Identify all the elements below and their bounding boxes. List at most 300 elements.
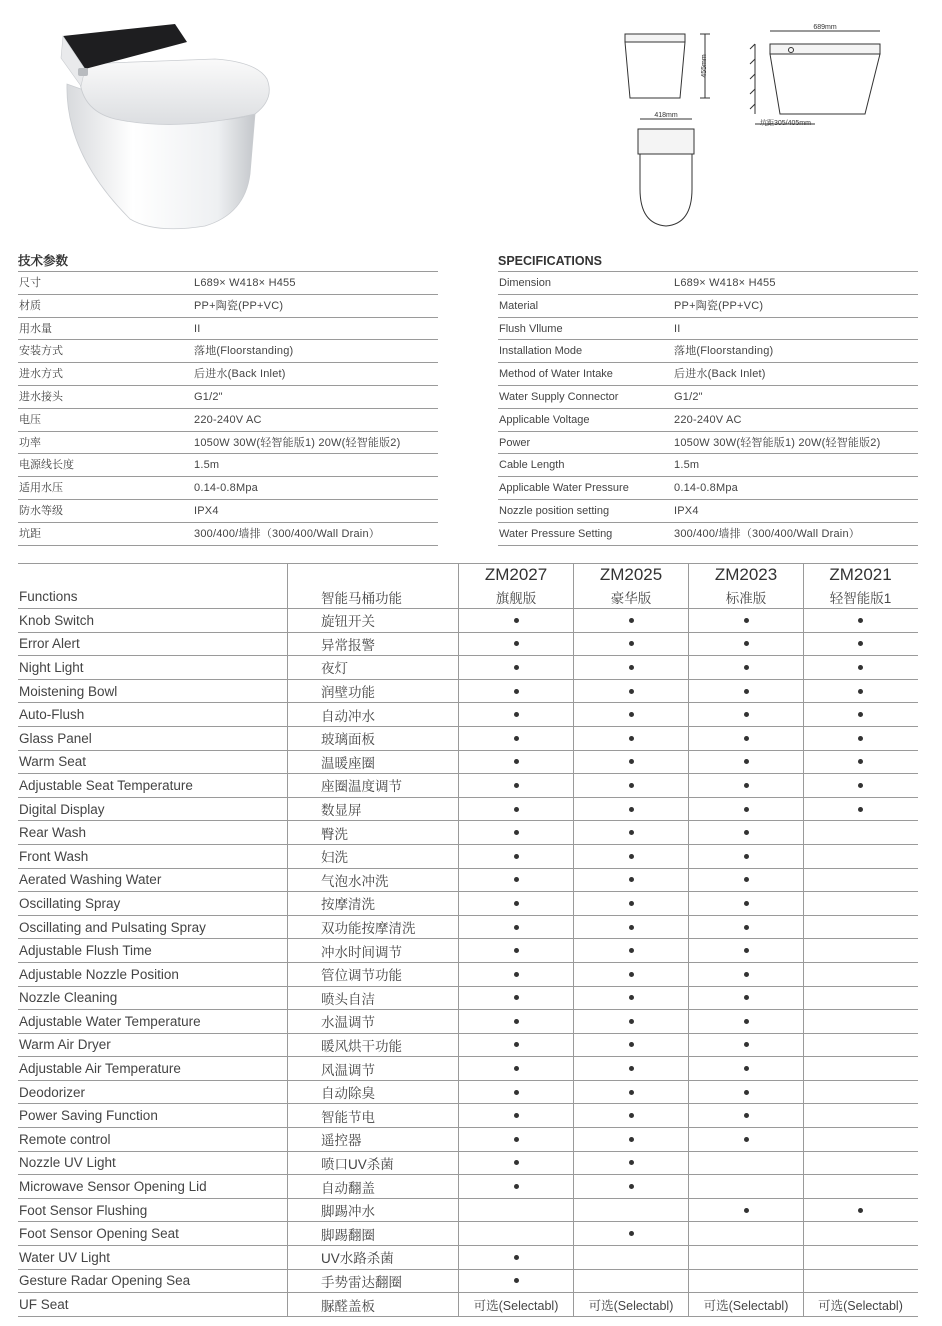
model-cell [458,1270,573,1293]
model-code: ZM2021 [803,564,917,585]
model-cell [458,1010,573,1033]
spec-value: II [674,322,681,335]
model-cell [803,727,917,750]
included-dot-icon [629,1090,634,1095]
model-cell [688,1270,803,1293]
model-cell [803,1034,917,1057]
model-cell [573,1222,688,1245]
function-name-en: Moistening Bowl [19,683,118,699]
included-dot-icon [744,995,749,1000]
function-name-cn: UV水路杀菌 [287,1246,458,1269]
spec-row [18,318,438,341]
model-cell [803,1128,917,1151]
included-dot-icon [629,1184,634,1189]
included-dot-icon [744,901,749,906]
function-name-en: Deodorizer [19,1084,86,1100]
function-row [18,1246,918,1270]
included-dot-icon [514,830,519,835]
model-cell [688,774,803,797]
spec-key: Flush Vllume [499,322,563,335]
spec-value: 220-240V AC [674,413,742,426]
model-cell [688,821,803,844]
function-name-cn: 管位调节功能 [287,963,458,986]
spec-table-en [498,250,918,546]
model-cell [803,939,917,962]
included-dot-icon [629,854,634,859]
model-cell [688,1293,803,1316]
included-dot-icon [514,1019,519,1024]
function-row [18,821,918,845]
included-dot-icon [514,1137,519,1142]
function-name-en: Night Light [19,659,84,675]
spec-key: 适用水压 [19,482,63,495]
spec-value: PP+陶瓷(PP+VC) [674,299,764,312]
function-name-en: Nozzle Cleaning [19,990,118,1006]
function-name-en: Auto-Flush [19,707,85,723]
spec-row [18,523,438,546]
model-cell [573,1010,688,1033]
function-name-en: Gesture Radar Opening Sea [19,1273,191,1289]
spec-value: G1/2" [674,390,703,403]
function-row [18,1010,918,1034]
included-dot-icon [744,641,749,646]
model-cell [803,892,917,915]
function-name-en: Foot Sensor Flushing [19,1202,148,1218]
included-dot-icon [514,1042,519,1047]
model-cell [573,609,688,632]
model-cell [573,845,688,868]
spec-key: 功率 [19,436,41,449]
included-dot-icon [858,689,863,694]
spec-row [498,500,918,523]
option-text: 可选(Selectabl) [818,1298,903,1313]
model-cell [803,1057,917,1080]
function-name-cn: 异常报警 [287,633,458,656]
spec-value: PP+陶瓷(PP+VC) [194,299,284,312]
spec-row [18,363,438,386]
spec-key: Cable Length [499,459,565,472]
function-row [18,1175,918,1199]
model-cell [688,1246,803,1269]
included-dot-icon [858,641,863,646]
model-cell [458,1034,573,1057]
model-cell [803,963,917,986]
model-cell [688,1199,803,1222]
spec-value: 300/400/墙排（300/400/Wall Drain） [674,527,860,540]
function-name-en: Front Wash [19,848,89,864]
model-cell [458,656,573,679]
included-dot-icon [629,807,634,812]
function-row [18,609,918,633]
function-name-en: Oscillating and Pulsating Spray [19,919,206,935]
spec-value: II [194,322,201,335]
spec-key: Installation Mode [499,345,583,358]
spec-row [18,477,438,500]
model-cell [458,869,573,892]
included-dot-icon [629,901,634,906]
included-dot-icon [514,995,519,1000]
included-dot-icon [514,641,519,646]
spec-value: IPX4 [674,504,699,517]
included-dot-icon [514,1278,519,1283]
included-dot-icon [629,948,634,953]
included-dot-icon [514,807,519,812]
function-name-en: Warm Air Dryer [19,1037,111,1053]
included-dot-icon [514,1160,519,1165]
model-cell [803,1010,917,1033]
function-row [18,774,918,798]
model-cell [803,1246,917,1269]
function-name-en: Glass Panel [19,730,92,746]
function-name-cn: 冲水时间调节 [287,939,458,962]
spec-row [18,272,438,295]
function-name-cn: 温暖座圈 [287,751,458,774]
function-row [18,703,918,727]
included-dot-icon [744,877,749,882]
model-cell [688,1010,803,1033]
function-name-cn: 玻璃面板 [287,727,458,750]
spec-value: 300/400/墙排（300/400/Wall Drain） [194,527,380,540]
spec-row [18,454,438,477]
depth-label: 418mm [654,112,678,119]
included-dot-icon [858,1208,863,1213]
function-name-cn: 脚踢翻圈 [287,1222,458,1245]
height-label: 455mm [701,54,708,78]
spec-key: Dimension [499,277,551,289]
included-dot-icon [744,783,749,788]
model-code-row [18,563,918,585]
option-text: 可选(Selectabl) [473,1298,559,1313]
model-cell [688,633,803,656]
model-cell [458,916,573,939]
spec-value: 0.14-0.8Mpa [194,482,258,495]
function-row [18,939,918,963]
model-code: ZM2027 [458,564,573,585]
model-cell [458,798,573,821]
model-cell [688,1222,803,1245]
model-cell [573,963,688,986]
model-cell [803,751,917,774]
spec-value: IPX4 [194,504,219,517]
spec-key: 电压 [19,413,41,426]
model-cell [573,1293,688,1316]
spec-value: 1.5m [194,459,220,472]
spec-rows-cn [18,272,438,546]
included-dot-icon [744,807,749,812]
model-cell [458,1222,573,1245]
included-dot-icon [514,783,519,788]
included-dot-icon [514,1255,519,1260]
spec-row [498,295,918,318]
included-dot-icon [629,995,634,1000]
model-cell [573,751,688,774]
model-cell [573,821,688,844]
spec-row [498,523,918,546]
functions-header-cn: 智能马桶功能 [287,585,458,608]
spec-row [18,500,438,523]
model-cell [688,869,803,892]
included-dot-icon [514,972,519,977]
model-cell [803,680,917,703]
function-name-cn: 座圈温度调节 [287,774,458,797]
included-dot-icon [629,1066,634,1071]
model-cell [458,680,573,703]
function-row [18,751,918,775]
function-row [18,656,918,680]
function-name-en: Power Saving Function [19,1108,158,1124]
included-dot-icon [744,1042,749,1047]
spec-key: 尺寸 [19,277,41,289]
top-view [638,119,694,226]
model-cell [573,1175,688,1198]
included-dot-icon [744,1090,749,1095]
spec-key: 坑距 [19,527,41,540]
function-name-en: Oscillating Spray [19,895,121,911]
model-cell [688,892,803,915]
spec-key: Applicable Voltage [499,413,590,426]
spec-value: 220-240V AC [194,413,262,426]
model-cell [573,656,688,679]
side-view [750,31,880,124]
included-dot-icon [629,712,634,717]
model-cell [803,1270,917,1293]
function-row [18,1104,918,1128]
model-cell [573,916,688,939]
included-dot-icon [629,1137,634,1142]
model-code: ZM2025 [573,564,688,585]
spec-row [498,340,918,363]
included-dot-icon [514,1066,519,1071]
model-cell [458,751,573,774]
included-dot-icon [629,1042,634,1047]
included-dot-icon [858,783,863,788]
model-cell [573,1034,688,1057]
function-row [18,1199,918,1223]
function-row [18,1128,918,1152]
spec-key: 安装方式 [19,345,63,358]
function-row [18,1222,918,1246]
function-name-cn: 遥控器 [287,1128,458,1151]
function-row [18,963,918,987]
included-dot-icon [514,925,519,930]
included-dot-icon [629,1113,634,1118]
included-dot-icon [629,830,634,835]
included-dot-icon [858,736,863,741]
model-cell [688,845,803,868]
model-cell [803,916,917,939]
included-dot-icon [514,901,519,906]
included-dot-icon [744,1113,749,1118]
included-dot-icon [514,1113,519,1118]
function-row [18,1293,918,1317]
option-text: 可选(Selectabl) [703,1298,789,1313]
included-dot-icon [744,948,749,953]
function-name-cn: 数显屏 [287,798,458,821]
included-dot-icon [744,759,749,764]
spec-title-cn: 技术参数 [18,250,438,272]
included-dot-icon [629,641,634,646]
function-name-en: Warm Seat [19,754,87,770]
included-dot-icon [514,1090,519,1095]
model-cell [573,1128,688,1151]
model-cell [458,609,573,632]
function-name-en: Knob Switch [19,612,95,628]
function-name-cn: 双功能按摩清洗 [287,916,458,939]
model-cell [458,1104,573,1127]
spec-row [498,272,918,295]
model-name: 轻智能版1 [803,585,917,608]
function-name-cn: 风温调节 [287,1057,458,1080]
spec-key: 材质 [19,299,41,312]
model-cell [803,633,917,656]
function-name-cn: 妇洗 [287,845,458,868]
included-dot-icon [514,877,519,882]
spec-key: 防水等级 [19,504,63,517]
included-dot-icon [744,972,749,977]
function-name-cn: 臀洗 [287,821,458,844]
function-row [18,1081,918,1105]
spec-value: 落地(Floorstanding) [674,345,774,358]
spec-row [18,386,438,409]
function-row [18,633,918,657]
included-dot-icon [629,972,634,977]
model-cell [458,1057,573,1080]
spec-row [18,432,438,455]
model-cell [573,774,688,797]
model-cell [688,1104,803,1127]
functions-rows [18,609,918,1317]
model-cell [803,1199,917,1222]
function-name-en: Error Alert [19,636,80,652]
model-cell [458,892,573,915]
included-dot-icon [629,783,634,788]
included-dot-icon [514,712,519,717]
model-cell [803,703,917,726]
included-dot-icon [629,1019,634,1024]
model-cell [688,1034,803,1057]
spec-row [18,409,438,432]
function-name-cn: 水温调节 [287,1010,458,1033]
function-name-en: UF Seat [19,1297,69,1313]
model-cell [803,1175,917,1198]
spec-value: L689× W418× H455 [194,277,296,289]
function-name-en: Adjustable Water Temperature [19,1013,201,1029]
function-name-en: Rear Wash [19,825,87,841]
dimension-drawings [600,14,900,239]
spec-rows-en [498,272,918,546]
function-name-en: Aerated Washing Water [19,872,162,888]
included-dot-icon [629,665,634,670]
model-cell [573,1152,688,1175]
function-row [18,798,918,822]
model-cell [573,1270,688,1293]
model-cell [458,1081,573,1104]
function-name-cn: 旋钮开关 [287,609,458,632]
spec-value: G1/2" [194,390,223,403]
function-name-en: Adjustable Seat Temperature [19,777,193,793]
model-cell [573,680,688,703]
model-cell [803,1081,917,1104]
model-name: 标准版 [688,585,803,608]
model-cell [803,798,917,821]
model-cell [573,1081,688,1104]
model-cell [458,1246,573,1269]
model-cell [688,939,803,962]
function-row [18,727,918,751]
model-name-row [18,585,918,609]
model-cell [803,656,917,679]
included-dot-icon [514,759,519,764]
model-cell [688,727,803,750]
model-cell [803,845,917,868]
included-dot-icon [514,665,519,670]
function-name-cn: 自动冲水 [287,703,458,726]
spec-row [498,409,918,432]
model-cell [573,727,688,750]
function-name-en: Digital Display [19,801,105,817]
function-name-cn: 按摩清洗 [287,892,458,915]
spec-value: 1050W 30W(轻智能版1) 20W(轻智能版2) [194,436,401,449]
included-dot-icon [514,854,519,859]
included-dot-icon [514,948,519,953]
spec-value: 1.5m [674,459,700,472]
spec-value: 后进水(Back Inlet) [674,368,766,381]
model-cell [458,774,573,797]
model-cell [573,1199,688,1222]
front-view [625,34,710,98]
function-row [18,1270,918,1294]
included-dot-icon [744,1208,749,1213]
function-name-cn: 暖风烘干功能 [287,1034,458,1057]
model-cell [458,1128,573,1151]
function-name-cn: 自动翻盖 [287,1175,458,1198]
function-row [18,680,918,704]
spec-row [498,432,918,455]
model-cell [688,680,803,703]
spec-value: L689× W418× H455 [674,277,776,289]
included-dot-icon [629,1231,634,1236]
spec-value: 后进水(Back Inlet) [194,368,286,381]
function-row [18,869,918,893]
model-cell [688,656,803,679]
model-cell [688,703,803,726]
model-cell [688,1057,803,1080]
spec-row [498,318,918,341]
model-cell [458,1199,573,1222]
function-row [18,1034,918,1058]
included-dot-icon [858,759,863,764]
function-name-en: Water UV Light [19,1249,111,1265]
option-text: 可选(Selectabl) [588,1298,674,1313]
spec-row [498,477,918,500]
spec-key: 用水量 [19,322,52,335]
function-name-cn: 脚踢冲水 [287,1199,458,1222]
model-code: ZM2023 [688,564,803,585]
function-name-cn: 手势雷达翻圈 [287,1270,458,1293]
model-cell [458,845,573,868]
model-cell [803,774,917,797]
model-cell [458,821,573,844]
included-dot-icon [744,1019,749,1024]
model-cell [688,916,803,939]
included-dot-icon [514,736,519,741]
spec-key: Material [499,299,539,312]
model-cell [803,1152,917,1175]
function-name-cn: 夜灯 [287,656,458,679]
spec-value: 落地(Floorstanding) [194,345,294,358]
function-row [18,1152,918,1176]
model-cell [803,987,917,1010]
